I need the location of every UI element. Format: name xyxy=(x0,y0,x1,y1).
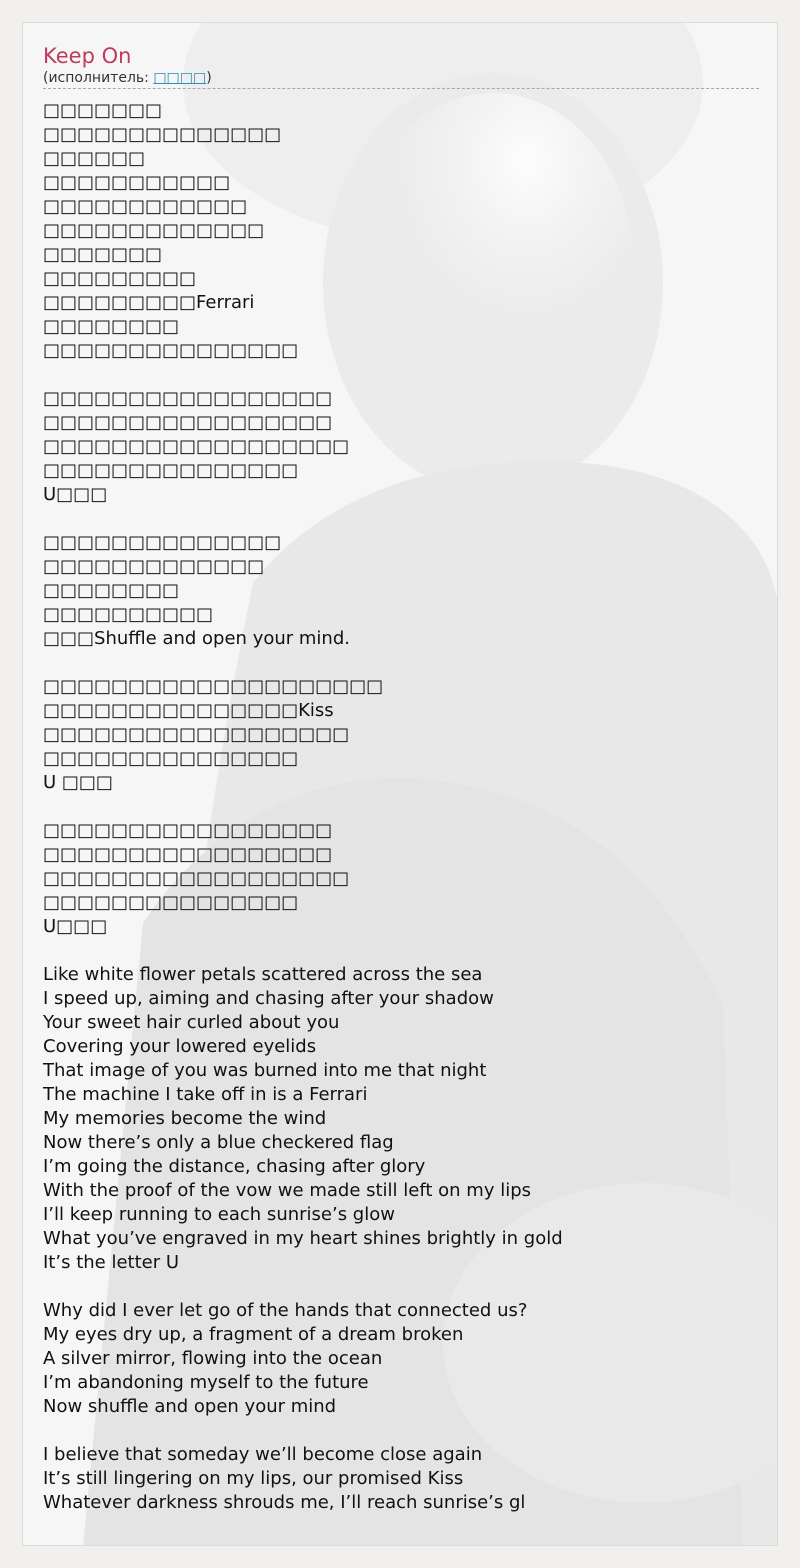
lyrics-card xyxy=(22,22,778,1546)
artist-prefix: (исполнитель: xyxy=(43,70,154,86)
lyric-line: I believe that someday we’ll become close again xyxy=(43,1444,483,1465)
lyric-line xyxy=(43,795,757,819)
lyric-line: I’m going the distance, chasing after glory xyxy=(43,1156,426,1177)
lyric-line: U□□□ xyxy=(43,484,108,505)
lyric-line: What you’ve engraved in my heart shines brightly in gold xyxy=(43,1228,563,1249)
lyric-line: □□□□□□□□□□□□□□□ xyxy=(43,460,299,481)
lyric-line: □□□□□□□□□□□□□□□□□□ xyxy=(43,436,350,457)
lyric-line: Covering your lowered eyelids xyxy=(43,1036,317,1057)
lyric-line: □□□□□□□□□□□□□□□□□□□□ xyxy=(43,676,384,697)
lyric-line: U □□□ xyxy=(43,772,113,793)
lyric-line: □□□□□□□□□□□□□□□ xyxy=(43,748,299,769)
lyric-line: □□□□□□□ xyxy=(43,100,163,121)
lyric-line: □□□□□□□□□□□□□ xyxy=(43,556,265,577)
lyric-line: □□□□□□ xyxy=(43,148,146,169)
lyric-line: My eyes dry up, a fragment of a dream broken xyxy=(43,1324,464,1345)
lyric-line: Now shuffle and open your mind xyxy=(43,1396,337,1417)
lyric-line: □□□□□□□□ xyxy=(43,580,180,601)
lyric-line: □□□□□□□□□□□□□□□ xyxy=(43,340,299,361)
lyric-line: □□□□□□□□ xyxy=(43,316,180,337)
lyric-line: Now there’s only a blue checkered flag xyxy=(43,1132,394,1153)
artist-suffix: ) xyxy=(206,70,212,86)
lyric-line: □□□□□□□□□□□□□□□□□□ xyxy=(43,868,350,889)
lyric-line: □□□□□□□□□□□□□□□□□ xyxy=(43,844,333,865)
lyric-line: □□□Shuffle and open your mind. xyxy=(43,628,350,649)
lyric-line: It’s the letter U xyxy=(43,1252,180,1273)
lyric-line xyxy=(43,1419,757,1443)
artist-link[interactable]: □□□□ xyxy=(153,70,207,86)
lyric-line xyxy=(43,363,757,387)
lyric-line: □□□□□□□□□□□□□□□ xyxy=(43,892,299,913)
lyrics-content xyxy=(23,23,777,1515)
lyric-line: I’ll keep running to each sunrise’s glow xyxy=(43,1204,395,1225)
song-title: Keep On xyxy=(43,44,132,68)
lyric-line: Like white flower petals scattered across the sea xyxy=(43,964,483,985)
lyric-line: □□□□□□□□□□□□□ xyxy=(43,220,265,241)
lyric-line: □□□□□□□□□□□□□□ xyxy=(43,124,282,145)
lyric-line: My memories become the wind xyxy=(43,1108,327,1129)
lyric-line: □□□□□□□□□□ xyxy=(43,604,214,625)
lyric-line: I speed up, aiming and chasing after your shadow xyxy=(43,988,494,1009)
lyric-line: □□□□□□□□□□□□□□□Kiss xyxy=(43,700,334,721)
lyric-line: Whatever darkness shrouds me, I’ll reach sunrise’s gl xyxy=(43,1492,526,1513)
lyric-line: □□□□□□□□□Ferrari xyxy=(43,292,255,313)
lyrics-body xyxy=(43,99,757,1515)
lyric-line: A silver mirror, flowing into the ocean xyxy=(43,1348,383,1369)
lyric-line: □□□□□□□□□□□□□□□□□ xyxy=(43,388,333,409)
lyric-line: It’s still lingering on my lips, our promised Kiss xyxy=(43,1468,464,1489)
lyric-line: I’m abandoning myself to the future xyxy=(43,1372,369,1393)
lyric-line: With the proof of the vow we made still left on my lips xyxy=(43,1180,532,1201)
lyric-line: □□□□□□□ xyxy=(43,244,163,265)
lyric-line: □□□□□□□□□□□□ xyxy=(43,196,248,217)
lyric-line: The machine I take off in is a Ferrari xyxy=(43,1084,368,1105)
lyric-line: □□□□□□□□□□□□□□□□□ xyxy=(43,820,333,841)
lyric-line: Why did I ever let go of the hands that connected us? xyxy=(43,1300,528,1321)
artist-line xyxy=(43,69,759,89)
lyric-line xyxy=(43,1275,757,1299)
lyric-line: □□□□□□□□□□□□□□□□□□ xyxy=(43,724,350,745)
lyric-line xyxy=(43,507,757,531)
lyric-line: □□□□□□□□□ xyxy=(43,268,197,289)
lyric-line: □□□□□□□□□□□□□□ xyxy=(43,532,282,553)
lyric-line: Your sweet hair curled about you xyxy=(43,1012,340,1033)
lyric-line: U□□□ xyxy=(43,916,108,937)
lyric-line xyxy=(43,939,757,963)
lyric-line: That image of you was burned into me that night xyxy=(43,1060,487,1081)
lyric-line: □□□□□□□□□□□□□□□□□ xyxy=(43,412,333,433)
lyric-line xyxy=(43,651,757,675)
lyric-line: □□□□□□□□□□□ xyxy=(43,172,231,193)
